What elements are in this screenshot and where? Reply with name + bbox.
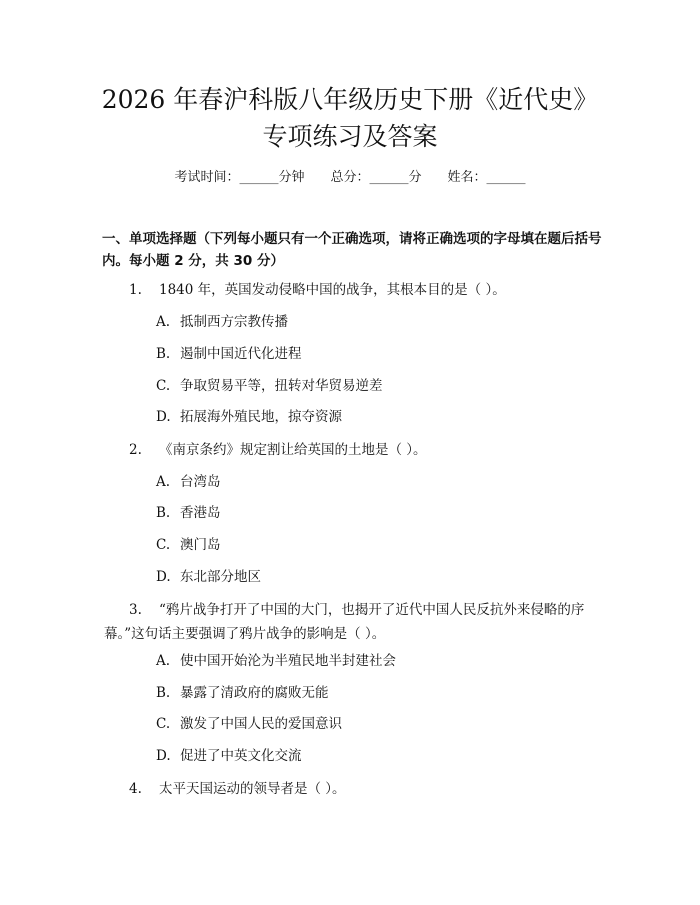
option-2a: A. 台湾岛: [156, 474, 221, 490]
question-text: 1840 年，英国发动侵略中国的战争，其根本目的是（ ）。: [159, 282, 506, 298]
option-2b: B. 香港岛: [156, 505, 221, 521]
option-1a: A. 抵制西方宗教传播: [156, 314, 288, 330]
option-1d: D. 拓展海外殖民地，掠夺资源: [156, 409, 342, 425]
exam-meta-row: [0, 168, 700, 188]
student-name-field: 姓名：______: [447, 170, 526, 185]
question-1: [104, 278, 604, 302]
question-number: 3.: [129, 602, 142, 618]
option-1c: C. 争取贸易平等，扭转对华贸易逆差: [156, 378, 383, 394]
question-number: 4.: [129, 781, 142, 797]
option-3b: B. 暴露了清政府的腐败无能: [156, 685, 329, 701]
option-3d: D. 促进了中英文化交流: [156, 748, 302, 764]
question-text: “鸦片战争打开了中国的大门，也揭开了近代中国人民反抗外来侵略的序幕。”这句话主要强调了鸦片战争的影响是（ ）。: [104, 602, 585, 642]
option-1b: B. 遏制中国近代化进程: [156, 346, 302, 362]
question-text: 《南京条约》规定割让给英国的土地是（ ）。: [159, 442, 427, 458]
question-4: [104, 777, 604, 801]
option-3a: A. 使中国开始沦为半殖民地半封建社会: [156, 653, 396, 669]
question-text: 太平天国运动的领导者是（ ）。: [159, 781, 346, 797]
total-score-field: 总分：______分: [330, 170, 422, 185]
option-2c: C. 澳门岛: [156, 537, 221, 553]
option-2d: D. 东北部分地区: [156, 569, 261, 585]
page-title-line-2: 专项练习及答案: [262, 122, 438, 151]
question-number: 1.: [129, 282, 142, 298]
exam-time-field: 考试时间：______分钟: [174, 170, 305, 185]
question-3: [104, 598, 604, 646]
option-3c: C. 激发了中国人民的爱国意识: [156, 716, 342, 732]
page-title-line-1: 2026 年春沪科版八年级历史下册《近代史》: [101, 85, 599, 114]
question-number: 2.: [129, 442, 142, 458]
section-heading: 一、单项选择题（下列每小题只有一个正确选项，请将正确选项的字母填在题后括号内。每小题 2 分，共 30 分）: [102, 231, 602, 269]
question-2: [104, 438, 604, 462]
